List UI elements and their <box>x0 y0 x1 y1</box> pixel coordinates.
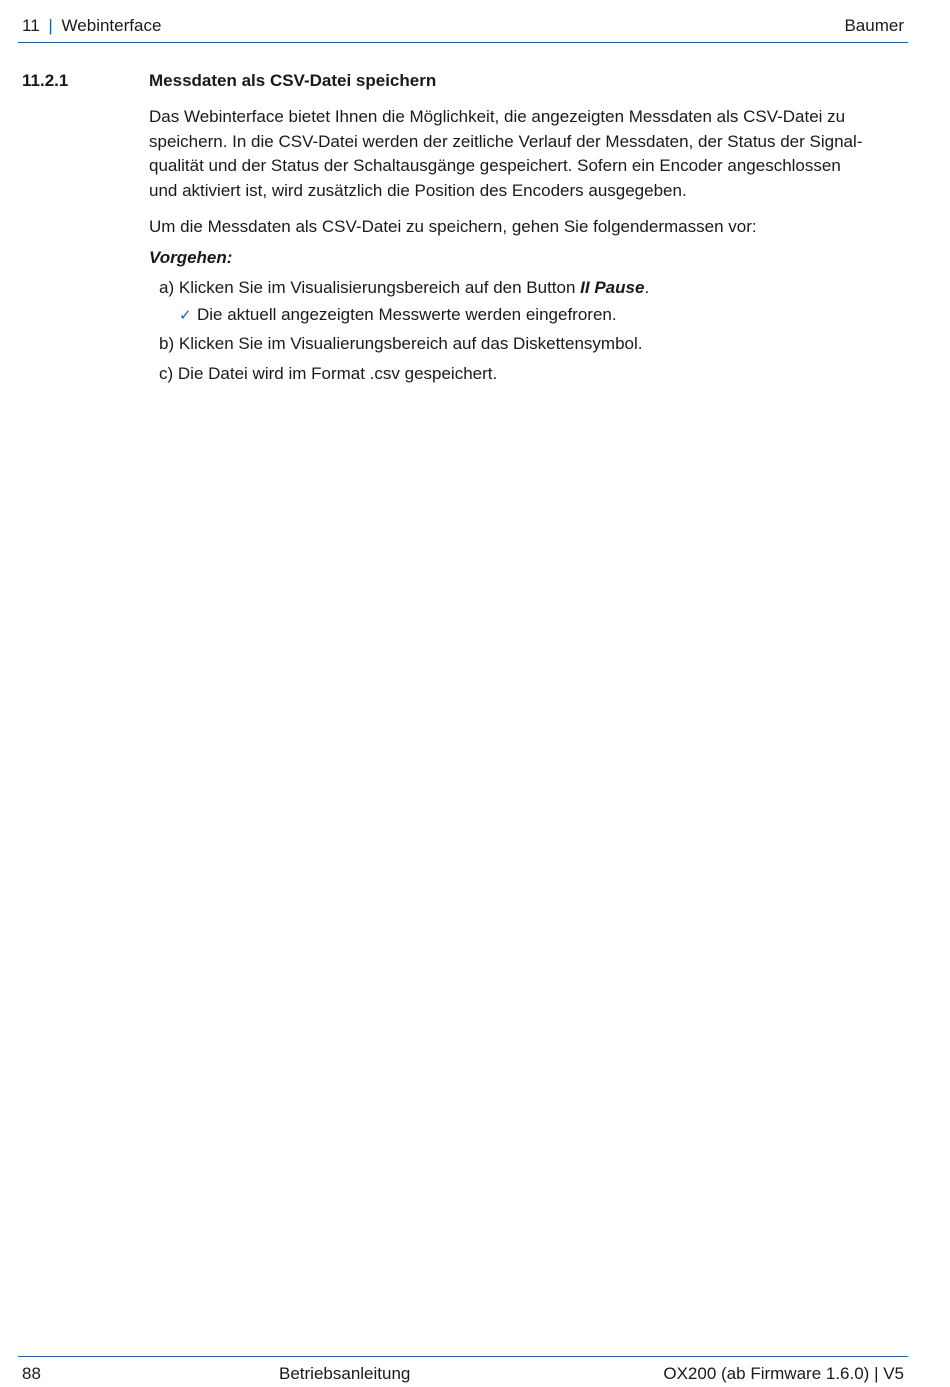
step-text: Die Datei wird im Format .csv gespeichert. <box>177 363 498 383</box>
chapter-title: Webinterface <box>61 16 162 35</box>
procedure-step <box>159 276 901 301</box>
intro-paragraph <box>149 105 901 203</box>
checkmark-icon: ✓ <box>179 305 192 324</box>
page-header <box>22 14 904 38</box>
page-footer <box>22 1362 904 1386</box>
paragraph-line: und aktiviert ist, wird zusätzlich die Position des Encoders ausgegeben. <box>149 180 687 200</box>
header-divider <box>18 42 908 43</box>
step-suffix: . <box>644 278 650 297</box>
document-type: Betriebsanleitung <box>279 1364 411 1383</box>
brand-name: Baumer <box>844 16 904 35</box>
step-result <box>179 303 901 328</box>
header-separator: | <box>48 16 53 35</box>
section-number: 11.2.1 <box>22 71 69 90</box>
pause-button-reference: II Pause <box>580 278 645 297</box>
chapter-number: 11 <box>22 16 40 35</box>
step-letter: a) <box>159 278 175 297</box>
step-text: Klicken Sie im Visualisierungsbereich auf den Button <box>178 278 581 297</box>
paragraph-line: Das Webinterface bietet Ihnen die Möglichkeit, die angezeigten Messdaten als CSV-Datei zu <box>149 107 846 126</box>
paragraph-line: speichern. In die CSV-Datei werden der zeitliche Verlauf der Messdaten, der Status der Signal- <box>149 131 863 151</box>
procedure-step <box>159 362 901 387</box>
procedure-intro: Um die Messdaten als CSV-Datei zu speichern, gehen Sie folgendermassen vor: <box>149 217 757 236</box>
page-number: 88 <box>22 1364 41 1383</box>
section-title: Messdaten als CSV-Datei speichern <box>149 71 437 90</box>
step-letter: b) <box>159 334 175 353</box>
chapter-heading <box>22 14 161 38</box>
paragraph-line: qualität und der Status der Schaltausgänge gespeichert. Sofern ein Encoder angeschlossen <box>149 156 841 175</box>
section-content <box>149 105 901 391</box>
procedure-step <box>159 332 901 357</box>
procedure-label: Vorgehen: <box>149 247 233 267</box>
product-version: OX200 (ab Firmware 1.6.0) | V5 <box>663 1364 904 1383</box>
result-text: Die aktuell angezeigten Messwerte werden eingefroren. <box>197 304 617 324</box>
step-letter: c) <box>159 363 174 383</box>
step-text: Klicken Sie im Visualierungsbereich auf das Diskettensymbol. <box>178 334 643 353</box>
footer-divider <box>18 1356 908 1357</box>
